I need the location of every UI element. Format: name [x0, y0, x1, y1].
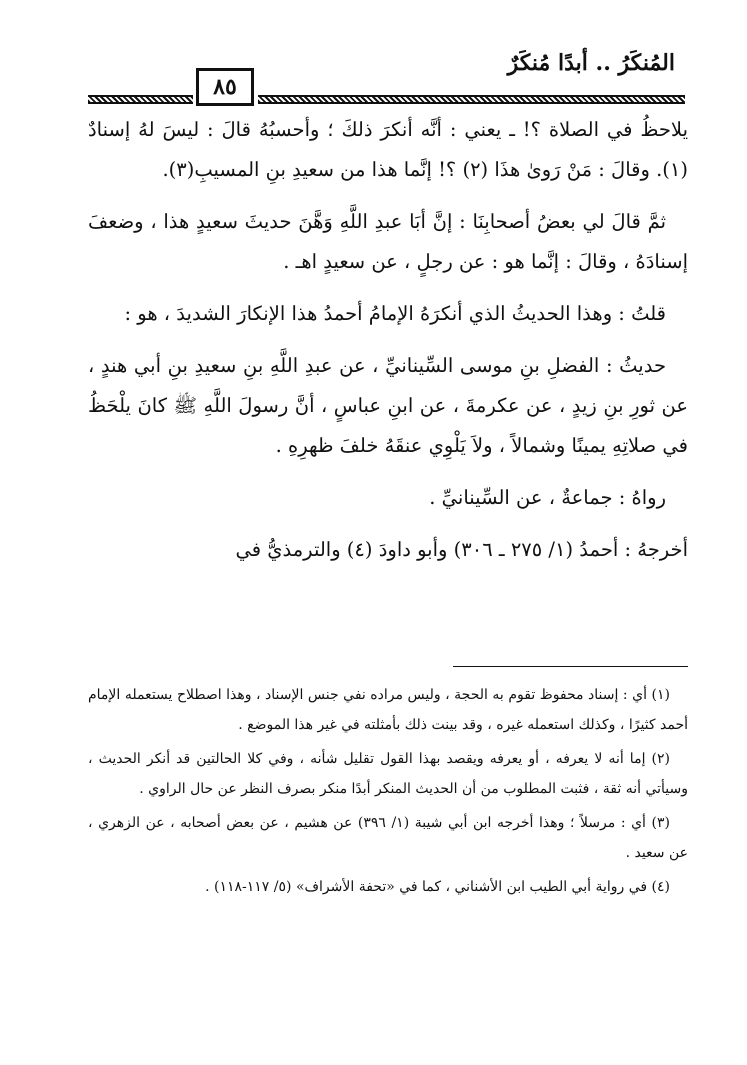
- footnote-separator: [453, 666, 688, 667]
- page-number: ٨٥: [196, 68, 254, 106]
- footnote: (١) أي : إسناد محفوظ تقوم به الحجة ، وليس مراده نفي جنس الإسناد ، وهذا اصطلاح يستعمله الإمام أحمد كثيرًا ، وكذلك استعمله غيره ، وقد بينت ذلك بأمثلته في غير هذا الموضع .: [88, 687, 688, 733]
- paragraph: ثمَّ قالَ لي بعضُ أصحابِنَا : إنَّ أبَا عبدِ اللَّهِ وَهَّنَ حديثَ سعيدٍ هذا ، وضعفَ إسنادَهُ ، وقالَ : إنَّما هو : عن رجلٍ ، عن سعيدٍ اهـ .: [88, 210, 688, 273]
- paragraph: أخرجهُ : أحمدُ (١/ ٢٧٥ ـ ٣٠٦) وأبو داودَ (٤) والترمذيُّ في: [235, 538, 688, 561]
- paragraph: قلتُ : وهذا الحديثُ الذي أنكرَهُ الإمامُ أحمدُ هذا الإنكارَ الشديدَ ، هو :: [124, 302, 666, 325]
- header-rule-left: [88, 95, 193, 104]
- footnotes: [88, 680, 688, 906]
- paragraph: يلاحظُ في الصلاة ؟! ـ يعني : أنَّه أنكرَ ذلكَ ؛ وأحسبُهُ قالَ : ليسَ لهُ إسنادٌ (١). وقالَ : مَنْ رَوىٰ هذَا (٢) ؟! إنَّما هذا من سعيدِ بنِ المسيبِ(٣).: [88, 118, 688, 181]
- running-header-title: المُنكَرُ .. أبدًا مُنكَرٌ: [507, 50, 675, 76]
- footnote: (٤) في رواية أبي الطيب ابن الأشناني ، كما في «تحفة الأشراف» (٥/ ١١٧-١١٨) .: [205, 879, 670, 895]
- paragraph: رواهُ : جماعةٌ ، عن السِّينانيِّ .: [429, 486, 666, 509]
- main-text: [88, 110, 688, 582]
- footnote: (٣) أي : مرسلاً ؛ وهذا أخرجه ابن أبي شيبة (١/ ٣٩٦) عن هشيم ، عن بعض أصحابه ، عن الزهري ، عن سعيد .: [88, 815, 688, 861]
- footnote: (٢) إما أنه لا يعرفه ، أو يعرفه ويقصد بهذا القول تقليل شأنه ، وفي كلا الحالتين قد أنكر الحديث ، وسيأتي أنه ثقة ، فثبت المطلوب من أن الحديث المنكر أبدًا منكر بصرف النظر عن حال الراوي .: [88, 751, 688, 797]
- paragraph: حديثُ : الفضلِ بنِ موسى السِّينانيِّ ، عن عبدِ اللَّهِ بنِ سعيدِ بنِ أبي هندٍ ، عن ثورِ بنِ زيدٍ ، عن عكرمةَ ، عن ابنِ عباسٍ ، أنَّ رسولَ اللَّهِ ﷺ كانَ يلْحَظُ في صلاتِهِ يمينًا وشمالاً ، ولاَ يَلْوِي عنقَهُ خلفَ ظهرِهِ .: [88, 354, 688, 457]
- header-rule-right: [258, 95, 685, 104]
